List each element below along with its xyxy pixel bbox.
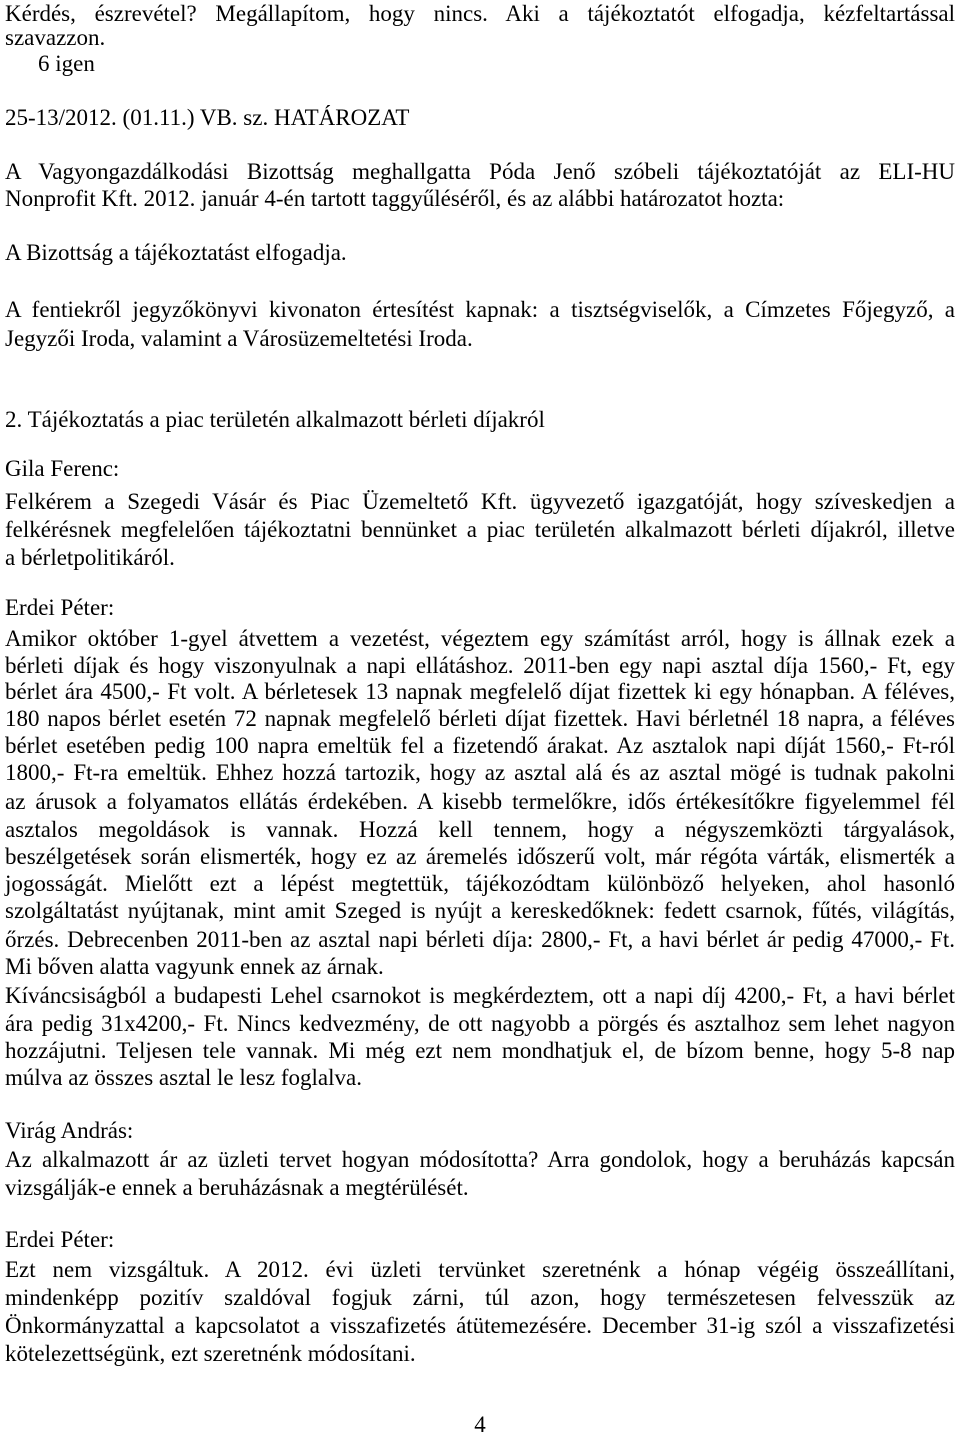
speaker-name: Erdei Péter: <box>5 1227 115 1252</box>
text-line: felkérésnek megfelelően tájékoztatni bennünket a piac területén alkalmazott bérleti díjakról, illetve <box>5 517 955 542</box>
text-line: ára pedig 31x4200,- Ft. Nincs kedvezmény, de ott nagyobb a pörgés és asztalhoz sem lehet nagyon <box>5 1011 955 1036</box>
text-line: Kérdés, észrevétel? Megállapítom, hogy nincs. Aki a tájékoztatót elfogadja, kézfeltartással <box>5 1 955 26</box>
text-line: Felkérem a Szegedi Vásár és Piac Üzemeltető Kft. ügyvezető igazgatóját, hogy szíveskedjen a <box>5 489 955 514</box>
text-line: Jegyzői Iroda, valamint a Városüzemeltetési Iroda. <box>5 326 473 351</box>
text-line: múlva az összes asztal le lesz foglalva. <box>5 1065 362 1090</box>
speaker-name: Virág András: <box>5 1118 134 1143</box>
text-line: jogosságát. Mielőtt ezt a lépést megtettük, tájékozódtam különböző helyeken, ahol hasonló <box>5 871 955 896</box>
text-line: Amikor október 1-gyel átvettem a vezetést, végeztem egy számítást arról, hogy is állnak ezek a <box>5 626 955 651</box>
vote-result: 6 igen <box>38 51 95 76</box>
text-line: a bérletpolitikáról. <box>5 545 175 570</box>
resolution-number: 25-13/2012. (01.11.) VB. sz. HATÁROZAT <box>5 105 410 130</box>
text-line: asztalos megoldások is vannak. Hozzá kell tennem, hogy a négyszemközti tárgyalások, <box>5 817 955 842</box>
text-line: mindenképp pozitív szaldóval fogjuk zárni, túl azon, hogy természetesen felvesszük az <box>5 1285 955 1310</box>
page-number: 4 <box>474 1412 486 1436</box>
text-line: őrzés. Debrecenben 2011-ben az asztal napi bérleti díja: 2800,- Ft, a havi bérlet ár pedig 47000,- Ft. <box>5 927 955 952</box>
text-line: Mi bőven alatta vagyunk ennek az árnak. <box>5 954 384 979</box>
text-line: bérlet esetében pedig 100 napra emeltük fel a fizetendő árakat. Az asztalok napi díját 1560,- Ft-ról <box>5 733 955 758</box>
text-line: vizsgálják-e ennek a beruházásnak a megtérülését. <box>5 1175 469 1200</box>
speaker-name: Erdei Péter: <box>5 595 115 620</box>
text-line: Önkormányzattal a kapcsolatot a visszafizetés átütemezésére. December 31-ig szól a visszafizetési <box>5 1313 955 1338</box>
text-line: 1800,- Ft-ra emeltük. Ehhez hozzá tartozik, hogy az asztal alá és az asztal mögé is tudnak pakolni <box>5 760 955 785</box>
text-line: kötelezettségünk, ezt szeretnénk módosítani. <box>5 1341 416 1366</box>
text-line: Nonprofit Kft. 2012. január 4-én tartott taggyűléséről, és az alábbi határozatot hozta: <box>5 186 785 211</box>
text-line: szolgáltatást nyújtanak, mint amit Szeged is nyújt a kereskedőknek: fedett csarnok, fűtés, világítás, <box>5 898 955 923</box>
text-line: szavazzon. <box>5 25 106 50</box>
text-line: Kíváncsiságból a budapesti Lehel csarnokot is megkérdeztem, ott a napi díj 4200,- Ft, a havi bérlet <box>5 983 955 1008</box>
speaker-name: Gila Ferenc: <box>5 456 120 481</box>
agenda-item-title: 2. Tájékoztatás a piac területén alkalmazott bérleti díjakról <box>5 407 545 432</box>
text-line: bérleti díjak és hogy viszonyulnak a napi ellátáshoz. 2011-ben egy napi asztal díja 1560,- Ft, egy <box>5 653 955 678</box>
text-line: 180 napos bérlet esetén 72 napnak megfelelő bérleti díjat fizettek. Havi bérletnél 18 napra, a féléves <box>5 706 955 731</box>
text-line: A fentiekről jegyzőkönyvi kivonaton értesítést kapnak: a tisztségviselők, a Címzetes Főjegyző, a <box>5 297 955 322</box>
text-line: bérlet ára 4500,- Ft volt. A bérletesek 13 napnak megfelelő díjat fizettek ki egy hónapban. A féléves, <box>5 679 955 704</box>
text-line: beszélgetések során elismerték, hogy ez az áremelés időszerű volt, már régóta várták, elismerték a <box>5 844 955 869</box>
resolution-decision: A Bizottság a tájékoztatást elfogadja. <box>5 240 347 265</box>
text-line: Ezt nem vizsgáltuk. A 2012. évi üzleti tervünket szeretnénk a hónap végéig összeállítani, <box>5 1257 955 1282</box>
text-line: A Vagyongazdálkodási Bizottság meghallgatta Póda Jenő szóbeli tájékoztatóját az ELI-HU <box>5 159 955 184</box>
text-line: hozzájutni. Teljesen tele vannak. Mi még ezt nem mondhatjuk el, de bízom benne, hogy 5-8 nap <box>5 1038 955 1063</box>
text-line: Az alkalmazott ár az üzleti tervet hogyan módosította? Arra gondolok, hogy a beruházás kapcsán <box>5 1147 955 1172</box>
text-line: az árusok a folyamatos ellátás érdekében. A kisebb termelőkre, idős értékesítőkre figyelemmel fél <box>5 789 955 814</box>
